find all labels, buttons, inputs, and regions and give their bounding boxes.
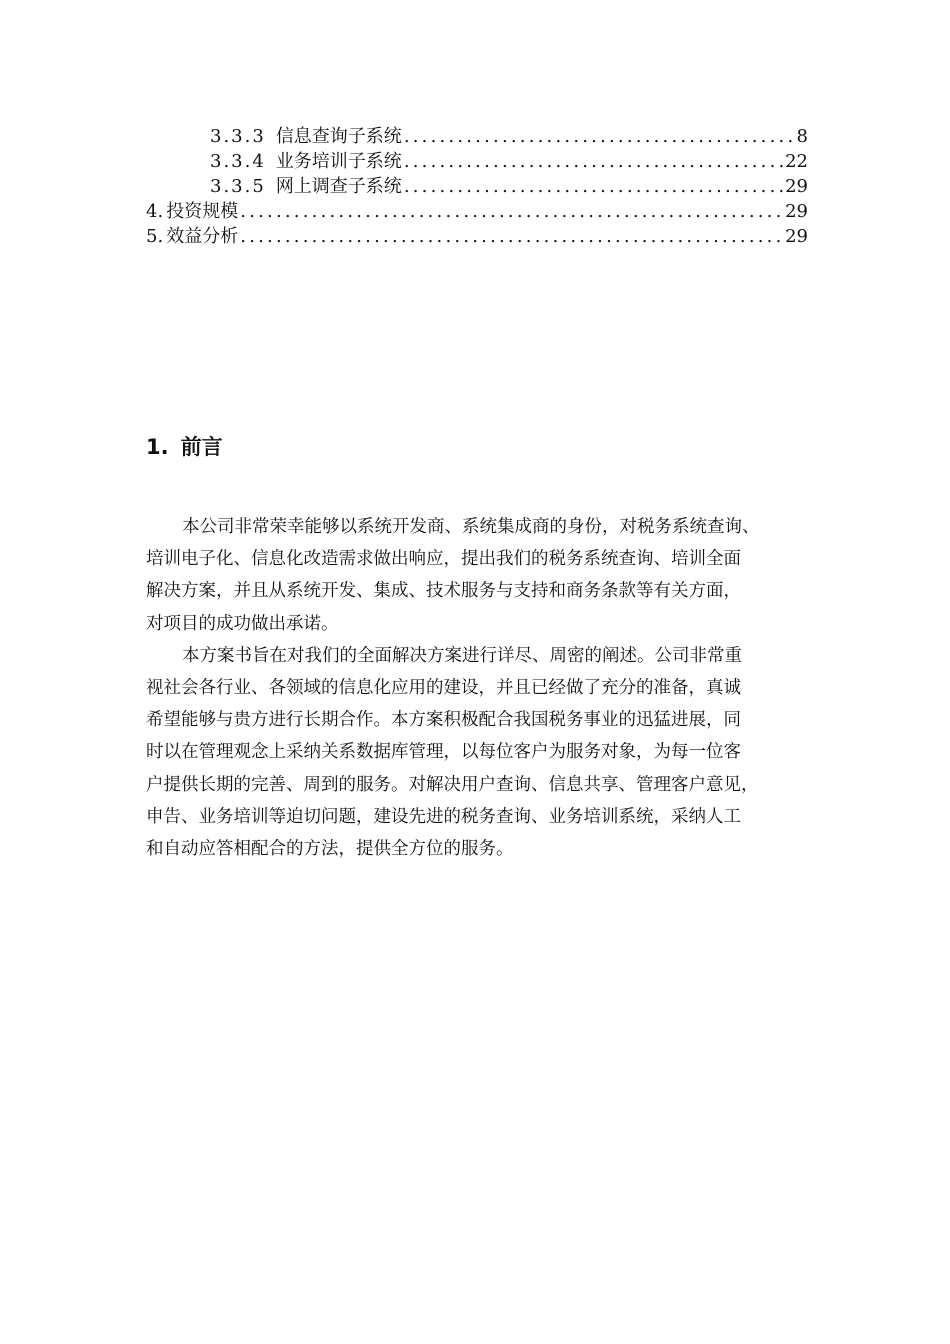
toc-entry-page: 8 <box>796 126 808 147</box>
toc-entry-number: 5. <box>146 226 164 247</box>
toc-entry[interactable] <box>146 224 808 249</box>
paragraph <box>146 640 811 865</box>
toc-entry-number: 3.3.4 <box>210 151 266 172</box>
text-line: 时以在管理观念上采纳关系数据库管理，以每位客户为服务对象，为每一位客 <box>146 742 741 763</box>
toc-entry-number: 4. <box>146 201 164 222</box>
toc-entry-number: 3.3.3 <box>210 126 266 147</box>
toc-entry-title: 投资规模 <box>166 201 239 222</box>
text-line: 培训电子化、信息化改造需求做出响应，提出我们的税务系统查询、培训全面 <box>146 549 741 570</box>
paragraph <box>146 511 811 640</box>
toc-entry[interactable] <box>146 149 808 174</box>
text-line: 希望能够与贵方进行长期合作。本方案积极配合我国税务事业的迅猛进展，同 <box>146 710 741 731</box>
text-line: 和自动应答相配合的方法，提供全方位的服务。 <box>146 838 514 859</box>
toc-leader-dots <box>404 149 783 174</box>
toc-entry-title: 业务培训子系统 <box>275 151 402 172</box>
toc-leader-dots <box>240 224 783 249</box>
text-line: 解决方案，并且从系统开发、集成、技术服务与支持和商务条款等有关方面， <box>146 581 741 602</box>
toc-entry-number: 3.3.5 <box>210 176 266 197</box>
table-of-contents <box>146 124 808 249</box>
toc-entry-title: 效益分析 <box>166 226 239 247</box>
toc-leader-dots <box>240 199 783 224</box>
toc-entry-page: 29 <box>785 176 808 197</box>
section-heading <box>146 432 223 462</box>
toc-entry-title: 信息查询子系统 <box>275 126 402 147</box>
toc-entry[interactable] <box>146 174 808 199</box>
toc-leader-dots <box>404 174 783 199</box>
text-line: 户提供长期的完善、周到的服务。对解决用户查询、信息共享、管理客户意见， <box>146 774 759 795</box>
toc-entry[interactable] <box>146 199 808 224</box>
text-line: 申告、业务培训等迫切问题，建设先进的税务查询、业务培训系统，采纳人工 <box>146 806 741 827</box>
section-number: 1. <box>146 435 169 459</box>
toc-entry-page: 29 <box>785 201 808 222</box>
text-line: 视社会各行业、各领域的信息化应用的建设，并且已经做了充分的准备，真诚 <box>146 677 741 698</box>
section-title: 前言 <box>180 435 223 459</box>
section-body <box>146 511 811 865</box>
toc-entry[interactable] <box>146 124 808 149</box>
text-line: 本方案书旨在对我们的全面解决方案进行详尽、周密的阐述。公司非常重 <box>182 645 742 666</box>
toc-leader-dots <box>404 124 795 149</box>
toc-entry-page: 22 <box>785 151 808 172</box>
text-line: 对项目的成功做出承诺。 <box>146 613 339 634</box>
text-line: 本公司非常荣幸能够以系统开发商、系统集成商的身份，对税务系统查询、 <box>182 517 760 537</box>
toc-entry-page: 29 <box>785 226 808 247</box>
toc-entry-title: 网上调查子系统 <box>275 176 402 197</box>
